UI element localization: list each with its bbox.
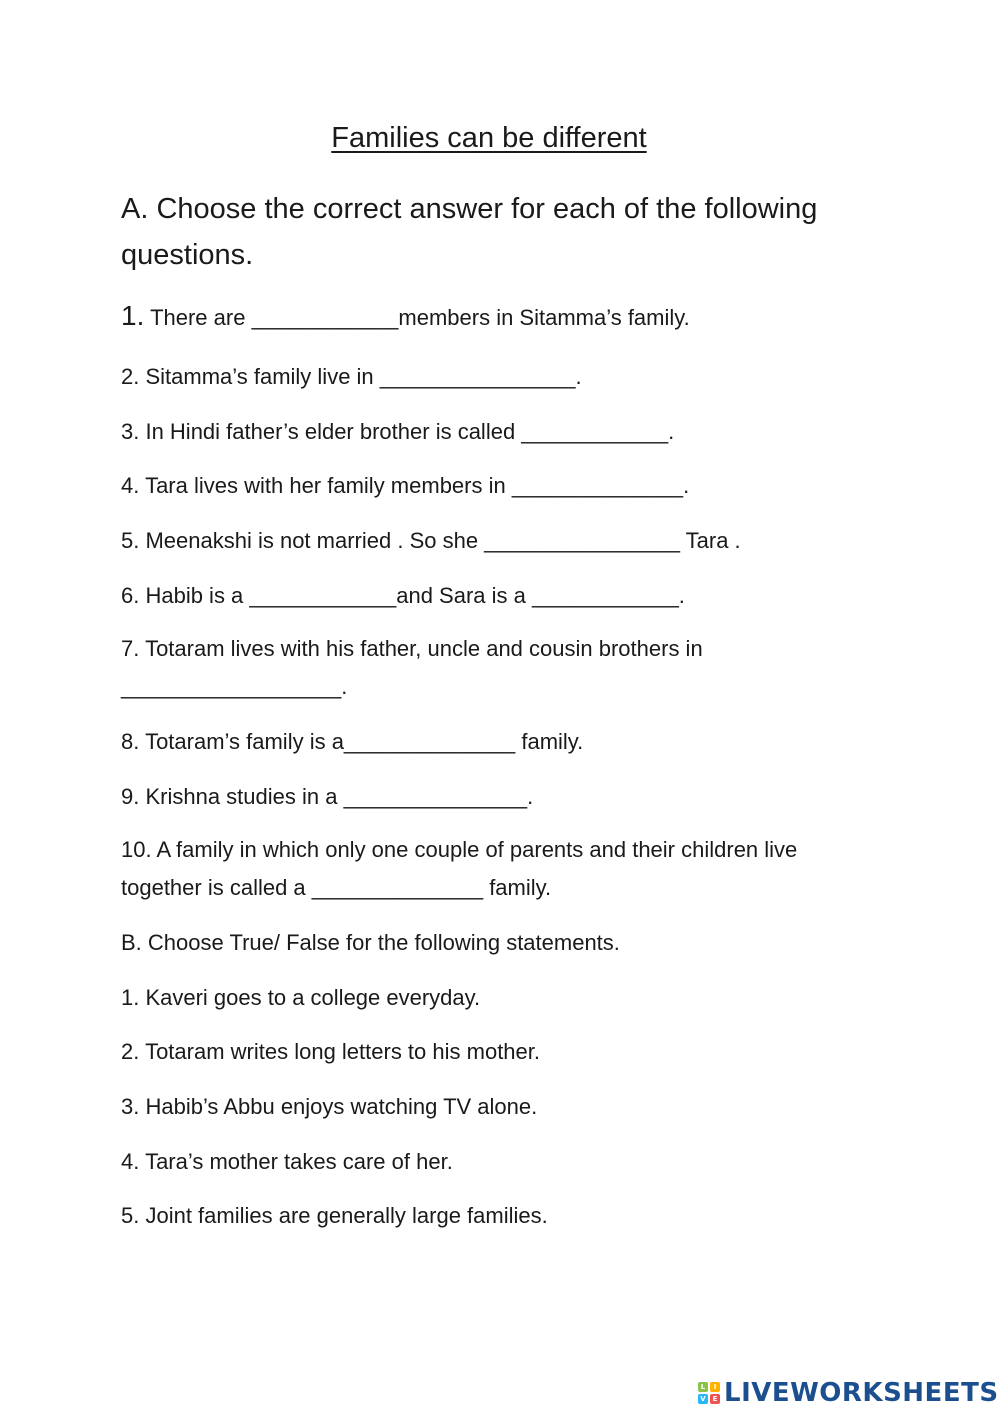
- statement-1: 1. Kaveri goes to a college everyday.: [121, 985, 481, 1010]
- logo-letter-v: V: [698, 1394, 708, 1404]
- question-7: 7. Totaram lives with his father, uncle and cousin brothers in __________________.: [121, 636, 703, 699]
- question-10: 10. A family in which only one couple of parents and their children live together is called a ______________ family.: [121, 837, 798, 900]
- statement-5: 5. Joint families are generally large families.: [121, 1203, 548, 1228]
- question-4: 4. Tara lives with her family members in ______________.: [121, 473, 690, 498]
- logo-letter-i: I: [710, 1382, 720, 1392]
- statement-2: 2. Totaram writes long letters to his mother.: [121, 1039, 540, 1064]
- statement-4: 4. Tara’s mother takes care of her.: [121, 1149, 453, 1174]
- logo-letter-l: L: [698, 1382, 708, 1392]
- section-b-heading: B. Choose True/ False for the following statements.: [121, 930, 620, 955]
- question-2: 2. Sitamma’s family live in ________________.: [121, 364, 582, 389]
- question-1: [121, 300, 690, 332]
- question-5: 5. Meenakshi is not married . So she ________________ Tara .: [121, 528, 741, 553]
- liveworksheets-logo: [698, 1377, 999, 1409]
- logo-mark-icon: [698, 1382, 720, 1404]
- question-3: 3. In Hindi father’s elder brother is called ____________.: [121, 419, 675, 444]
- logo-text: LIVEWORKSHEETS: [724, 1378, 999, 1408]
- question-8: 8. Totaram’s family is a______________ family.: [121, 729, 584, 754]
- logo-letter-e: E: [710, 1394, 720, 1404]
- question-9: 9. Krishna studies in a _______________.: [121, 784, 534, 809]
- question-6: 6. Habib is a ____________and Sara is a ____________.: [121, 583, 685, 608]
- section-a-heading: A. Choose the correct answer for each of the following questions.: [121, 193, 818, 271]
- question-1-number: 1.: [121, 300, 145, 331]
- page-title: Families can be different: [331, 122, 647, 154]
- question-1-text: There are ____________members in Sitamma’s family.: [144, 305, 690, 330]
- statement-3: 3. Habib’s Abbu enjoys watching TV alone.: [121, 1094, 538, 1119]
